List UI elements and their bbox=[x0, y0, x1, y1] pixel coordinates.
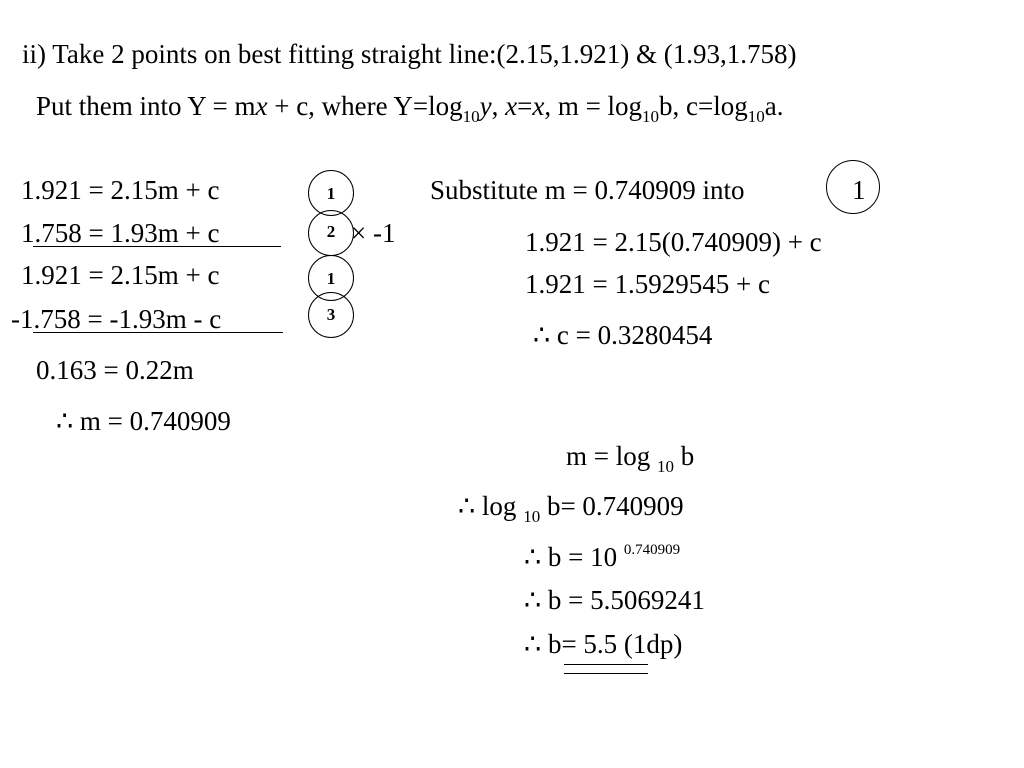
math-text: (1dp) bbox=[617, 629, 683, 659]
intro-text: + c, where Y=log bbox=[267, 91, 463, 121]
final-double-underline-2 bbox=[564, 673, 648, 674]
math-text: b bbox=[673, 441, 695, 471]
left-therefore-m: ∴ m = 0.740909 bbox=[56, 406, 231, 436]
b-power-eq bbox=[524, 544, 680, 571]
right-eq-2: 1.921 = 1.5929545 + c bbox=[525, 269, 770, 299]
math-text: m = log bbox=[566, 441, 657, 471]
intro-text: , m = log bbox=[544, 91, 643, 121]
m-log-eq bbox=[566, 441, 695, 476]
math-text: ∴ bbox=[524, 629, 548, 659]
intro-var-x: x bbox=[255, 91, 268, 121]
math-text: b= 0.740909 bbox=[540, 491, 684, 521]
intro-line-1: ii) Take 2 points on best fitting straight line:(2.15,1.921) & (1.93,1.758) bbox=[22, 39, 797, 69]
intro-var-y: y bbox=[479, 91, 492, 121]
intro-var-x: x bbox=[532, 91, 545, 121]
multiplier: × -1 bbox=[351, 218, 396, 248]
intro-text: a. bbox=[764, 91, 784, 121]
log-b-eq bbox=[458, 491, 684, 526]
substitute-text: Substitute m = 0.740909 into bbox=[430, 175, 745, 205]
label-circle-1b: 1 bbox=[308, 255, 354, 301]
left-eq-1: 1.921 = 2.15m + c bbox=[21, 175, 220, 205]
left-eq-4: -1.758 = -1.93m - c bbox=[11, 304, 222, 334]
final-double-underline-1 bbox=[564, 664, 648, 665]
math-text: ∴ b = 10 bbox=[524, 542, 624, 572]
b-value-eq: ∴ b = 5.5069241 bbox=[524, 585, 705, 615]
subscript: 10 bbox=[523, 507, 541, 526]
b-final-eq bbox=[524, 631, 682, 658]
left-eq-2: 1.758 = 1.93m + c bbox=[21, 218, 220, 248]
subscript: 10 bbox=[462, 107, 480, 126]
right-c-result: ∴ c = 0.3280454 bbox=[533, 320, 713, 350]
label-circle-1: 1 bbox=[308, 170, 354, 216]
math-text: ∴ log bbox=[458, 491, 524, 521]
left-eq-3: 1.921 = 2.15m + c bbox=[21, 260, 220, 290]
intro-text: , bbox=[491, 91, 506, 121]
final-answer: b= 5.5 bbox=[547, 629, 618, 659]
intro-text: b, c=log bbox=[659, 91, 748, 121]
intro-var-x: x bbox=[505, 91, 518, 121]
label-circle-2: 2 bbox=[308, 210, 354, 256]
subscript: 10 bbox=[656, 457, 674, 476]
superscript: 0.740909 bbox=[623, 542, 681, 558]
subscript: 10 bbox=[747, 107, 765, 126]
substitute-label: 1 bbox=[852, 175, 866, 205]
label-circle-3: 3 bbox=[308, 292, 354, 338]
right-eq-1: 1.921 = 2.15(0.740909) + c bbox=[525, 227, 822, 257]
intro-line-2 bbox=[36, 91, 784, 126]
left-result: 0.163 = 0.22m bbox=[36, 355, 194, 385]
underline-eq-4 bbox=[33, 332, 283, 333]
subscript: 10 bbox=[642, 107, 660, 126]
underline-eq-2 bbox=[33, 246, 281, 247]
intro-text: Put them into Y = m bbox=[36, 91, 256, 121]
intro-text: = bbox=[517, 91, 533, 121]
